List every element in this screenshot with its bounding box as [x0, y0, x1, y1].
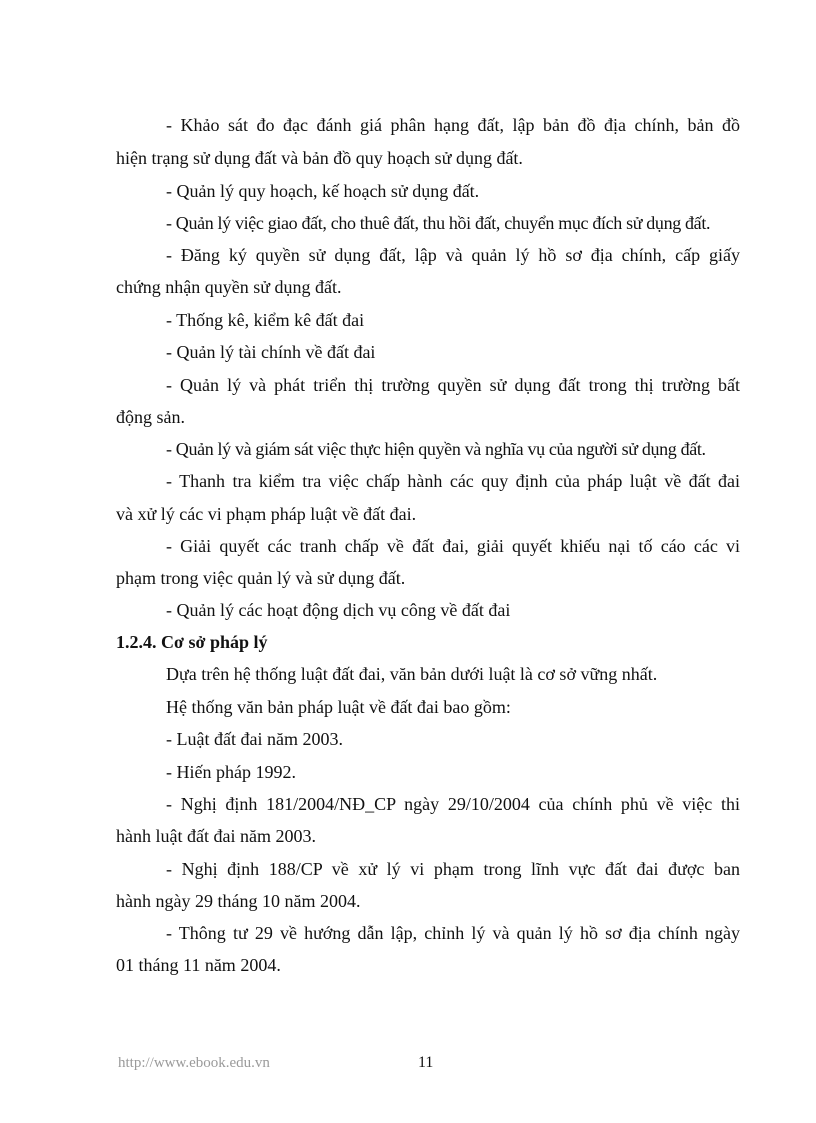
text-line-21: - Nghị định 181/2004/NĐ_CP ngày 29/10/2004 của chính phủ về việc thi — [166, 794, 740, 814]
text-line-22: hành luật đất đai năm 2003. — [116, 826, 316, 846]
text-line-8: - Quản lý tài chính về đất đai — [166, 342, 376, 362]
text-line-7: - Thống kê, kiểm kê đất đai — [166, 310, 365, 330]
text-line-5: - Đăng ký quyền sử dụng đất, lập và quản lý hồ sơ địa chính, cấp giấy — [166, 245, 740, 265]
text-line-15: phạm trong việc quản lý và sử dụng đất. — [116, 568, 406, 588]
text-line-1: - Khảo sát đo đạc đánh giá phân hạng đất, lập bản đồ địa chính, bản đồ — [166, 115, 740, 135]
text-line-16: - Quản lý các hoạt động dịch vụ công về đất đai — [166, 600, 511, 620]
text-line-26: 01 tháng 11 năm 2004. — [116, 955, 281, 975]
text-line-19: - Luật đất đai năm 2003. — [166, 729, 343, 749]
text-line-17: Dựa trên hệ thống luật đất đai, văn bản dưới luật là cơ sở vững nhất. — [166, 664, 658, 684]
text-line-6: chứng nhận quyền sử dụng đất. — [116, 277, 342, 297]
text-line-14: - Giải quyết các tranh chấp về đất đai, giải quyết khiếu nại tố cáo các vi — [166, 536, 740, 556]
text-line-25: - Thông tư 29 về hướng dẫn lập, chỉnh lý và quản lý hồ sơ địa chính ngày — [166, 923, 740, 943]
text-line-24: hành ngày 29 tháng 10 năm 2004. — [116, 891, 361, 911]
text-line-18: Hệ thống văn bản pháp luật về đất đai bao gồm: — [166, 697, 511, 717]
text-line-2: hiện trạng sử dụng đất và bản đồ quy hoạch sử dụng đất. — [116, 148, 523, 168]
text-line-23: - Nghị định 188/CP về xử lý vi phạm trong lĩnh vực đất đai được ban — [166, 859, 740, 879]
text-line-12: - Thanh tra kiểm tra việc chấp hành các quy định của pháp luật về đất đai — [166, 471, 740, 491]
footer-url: http://www.ebook.edu.vn — [118, 1055, 270, 1071]
text-line-10: động sản. — [116, 407, 185, 427]
page-number: 11 — [418, 1054, 434, 1071]
text-line-9: - Quản lý và phát triển thị trường quyền sử dụng đất trong thị trường bất — [166, 375, 740, 395]
text-line-3: - Quản lý quy hoạch, kế hoạch sử dụng đất. — [166, 181, 480, 201]
text-line-11: - Quản lý và giám sát việc thực hiện quyền và nghĩa vụ của người sử dụng đất. — [166, 439, 706, 459]
text-line-13: và xử lý các vi phạm pháp luật về đất đai. — [116, 504, 417, 524]
text-line-4: - Quản lý việc giao đất, cho thuê đất, thu hồi đất, chuyển mục đích sử dụng đất. — [166, 213, 711, 233]
text-line-20: - Hiến pháp 1992. — [166, 762, 296, 782]
section-heading: 1.2.4. Cơ sở pháp lý — [116, 632, 268, 652]
